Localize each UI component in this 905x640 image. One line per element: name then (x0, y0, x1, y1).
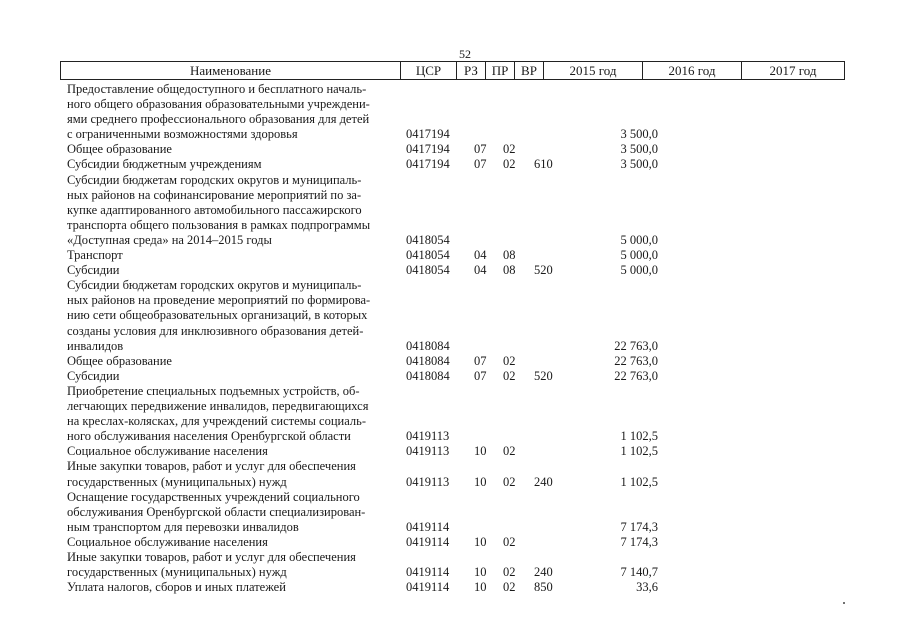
row-name-line: государственных (муниципальных) нужд (67, 474, 287, 489)
cell-pr: 02 (503, 565, 516, 580)
cell-csr: 0419113 (406, 429, 450, 444)
row-name-line: Общее образование (67, 142, 172, 157)
cell-vr: 850 (534, 580, 553, 595)
cell-csr: 0418084 (406, 353, 450, 368)
cell-csr: 0418054 (406, 263, 450, 278)
cell-rz: 10 (474, 580, 487, 595)
row-name (67, 263, 397, 278)
table-row (0, 278, 905, 354)
cell-csr: 0417194 (406, 142, 450, 157)
row-name-line: Иные закупки товаров, работ и услуг для обеспечения (67, 550, 356, 565)
cell-pr: 08 (503, 248, 516, 263)
row-name-line: Социальное обслуживание населения (67, 534, 268, 549)
table-row (0, 157, 905, 172)
cell-vr: 520 (534, 368, 553, 383)
row-name-line: Субсидии бюджетным учреждениям (67, 157, 262, 172)
row-name-line: Уплата налогов, сборов и иных платежей (67, 580, 286, 595)
row-name (67, 459, 397, 489)
header-2015: 2015 год (544, 62, 643, 79)
cell-rz: 07 (474, 368, 487, 383)
row-name-line: нию сети общеобразовательных организаций, в которых (67, 308, 368, 323)
row-name-line: созданы условия для инклюзивного образования детей- (67, 323, 364, 338)
header-vr: ВР (515, 62, 544, 79)
cell-rz: 10 (474, 565, 487, 580)
cell-y2015: 22 763,0 (614, 353, 658, 368)
cell-y2015: 1 102,5 (620, 429, 658, 444)
row-name-line: Приобретение специальных подъемных устройств, об- (67, 383, 360, 398)
table-row (0, 142, 905, 157)
cell-y2015: 3 500,0 (620, 127, 658, 142)
stray-mark (843, 602, 845, 604)
cell-csr: 0417194 (406, 127, 450, 142)
cell-csr: 0419114 (406, 519, 450, 534)
cell-y2015: 33,6 (636, 580, 658, 595)
cell-csr: 0418054 (406, 232, 450, 247)
cell-y2015: 1 102,5 (620, 474, 658, 489)
cell-pr: 02 (503, 580, 516, 595)
cell-y2015: 22 763,0 (614, 338, 658, 353)
row-name (67, 550, 397, 580)
cell-pr: 02 (503, 474, 516, 489)
row-name (67, 157, 397, 172)
cell-y2015: 7 140,7 (620, 565, 658, 580)
table-row (0, 444, 905, 459)
row-name-line: транспорта общего пользования в рамках подпрограммы (67, 217, 371, 232)
row-name-line: Иные закупки товаров, работ и услуг для обеспечения (67, 459, 356, 474)
cell-csr: 0418084 (406, 368, 450, 383)
header-name: Наименование (61, 62, 401, 79)
cell-y2015: 3 500,0 (620, 157, 658, 172)
cell-y2015: 22 763,0 (614, 368, 658, 383)
row-name-line: Субсидии бюджетам городских округов и муниципаль- (67, 172, 362, 187)
cell-csr: 0419114 (406, 534, 450, 549)
header-csr: ЦСР (401, 62, 457, 79)
row-name-line: Субсидии (67, 263, 120, 278)
row-name (67, 580, 397, 595)
cell-csr: 0418084 (406, 338, 450, 353)
cell-csr: 0419113 (406, 444, 450, 459)
row-name (67, 142, 397, 157)
cell-y2015: 5 000,0 (620, 248, 658, 263)
table-row (0, 263, 905, 278)
cell-rz: 07 (474, 157, 487, 172)
cell-rz: 07 (474, 353, 487, 368)
row-name (67, 444, 397, 459)
table-row (0, 354, 905, 369)
cell-csr: 0419114 (406, 565, 450, 580)
header-rz: РЗ (457, 62, 486, 79)
row-name-line: ных районов на проведение мероприятий по формирова- (67, 293, 371, 308)
table-row (0, 459, 905, 489)
row-name-line: легчающих передвижение инвалидов, передвигающихся (67, 399, 369, 414)
cell-pr: 02 (503, 368, 516, 383)
page-number: 52 (459, 47, 471, 61)
table-header (60, 61, 845, 80)
row-name-line: ного общего образования образовательными учреждени- (67, 97, 370, 112)
row-name (67, 490, 397, 535)
cell-pr: 08 (503, 263, 516, 278)
row-name (67, 384, 397, 444)
cell-rz: 10 (474, 534, 487, 549)
row-name-line: с ограниченными возможностями здоровья (67, 127, 298, 142)
row-name-line: ных районов на софинансирование мероприятий по за- (67, 187, 362, 202)
row-name-line: инвалидов (67, 338, 124, 353)
cell-y2015: 1 102,5 (620, 444, 658, 459)
cell-y2015: 5 000,0 (620, 263, 658, 278)
cell-csr: 0419113 (406, 474, 450, 489)
table-row (0, 384, 905, 444)
table-row (0, 550, 905, 580)
table-row (0, 173, 905, 249)
row-name-line: Субсидии (67, 368, 120, 383)
table-body (0, 82, 905, 595)
cell-pr: 02 (503, 157, 516, 172)
row-name-line: купке адаптированного автомобильного пассажирского (67, 202, 362, 217)
row-name (67, 535, 397, 550)
table-row (0, 580, 905, 595)
cell-csr: 0419114 (406, 580, 450, 595)
cell-vr: 240 (534, 474, 553, 489)
row-name-line: ями среднего профессионального образования для детей (67, 112, 370, 127)
cell-pr: 02 (503, 534, 516, 549)
row-name (67, 354, 397, 369)
table-row (0, 535, 905, 550)
row-name (67, 278, 397, 353)
cell-rz: 07 (474, 142, 487, 157)
table-row (0, 248, 905, 263)
cell-y2015: 3 500,0 (620, 142, 658, 157)
header-2017: 2017 год (769, 63, 817, 78)
row-name-line: Предоставление общедоступного и бесплатного началь- (67, 82, 367, 96)
cell-y2015: 7 174,3 (620, 519, 658, 534)
table-row (0, 369, 905, 384)
header-pr: ПР (486, 62, 515, 79)
row-name (67, 248, 397, 263)
header-2016: 2016 год (643, 62, 742, 79)
row-name-line: государственных (муниципальных) нужд (67, 565, 287, 580)
cell-vr: 610 (534, 157, 553, 172)
cell-vr: 520 (534, 263, 553, 278)
row-name-line: обслуживания Оренбургской области специализирован- (67, 504, 366, 519)
cell-pr: 02 (503, 353, 516, 368)
row-name-line: Общее образование (67, 353, 172, 368)
table-row (0, 490, 905, 535)
cell-csr: 0417194 (406, 157, 450, 172)
cell-rz: 10 (474, 474, 487, 489)
row-name-line: Социальное обслуживание населения (67, 444, 268, 459)
row-name-line: ным транспортом для перевозки инвалидов (67, 519, 299, 534)
cell-rz: 04 (474, 263, 487, 278)
table-row (0, 82, 905, 142)
row-name-line: на креслах-колясках, для учреждений системы социаль- (67, 414, 366, 429)
row-name-line: ного обслуживания населения Оренбургской области (67, 429, 351, 444)
row-name-line: Субсидии бюджетам городских округов и муниципаль- (67, 278, 362, 293)
cell-pr: 02 (503, 142, 516, 157)
row-name (67, 369, 397, 384)
cell-rz: 10 (474, 444, 487, 459)
cell-csr: 0418054 (406, 248, 450, 263)
row-name-line: «Доступная среда» на 2014–2015 годы (67, 232, 272, 247)
cell-rz: 04 (474, 248, 487, 263)
row-name (67, 173, 397, 248)
row-name-line: Транспорт (67, 248, 123, 263)
cell-vr: 240 (534, 565, 553, 580)
cell-pr: 02 (503, 444, 516, 459)
row-name-line: Оснащение государственных учреждений социального (67, 489, 360, 504)
row-name (67, 82, 397, 142)
cell-y2015: 5 000,0 (620, 232, 658, 247)
cell-y2015: 7 174,3 (620, 534, 658, 549)
